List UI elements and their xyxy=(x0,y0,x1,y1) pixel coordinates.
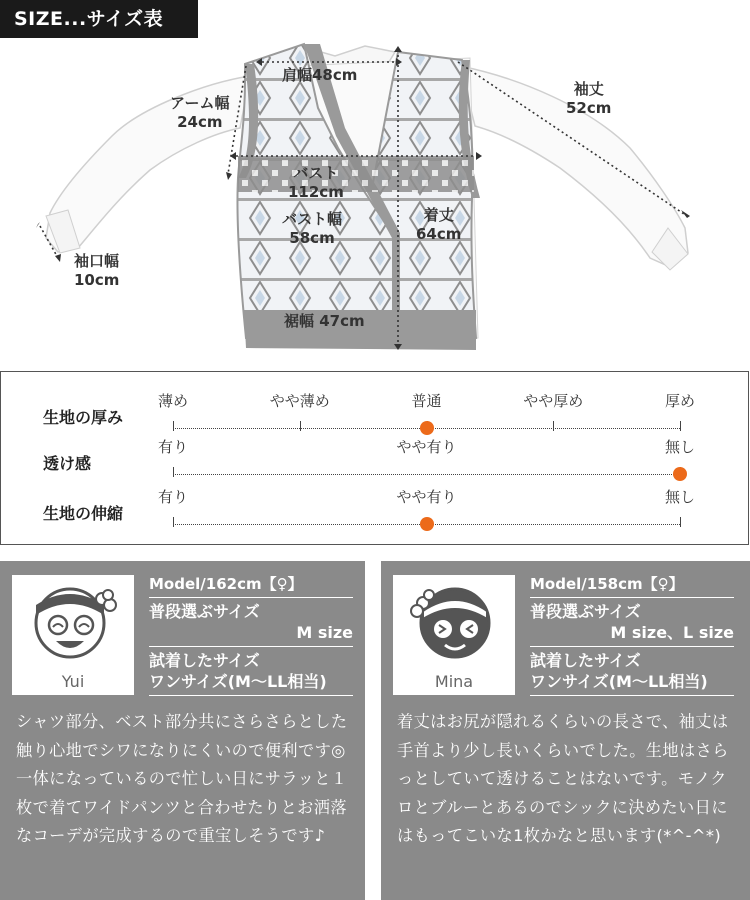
avatar xyxy=(12,575,134,695)
scale-tick-mark xyxy=(680,421,681,431)
scale-tick-label: 無し xyxy=(664,488,696,506)
bust-width-label: バスト幅 58cm xyxy=(282,210,343,247)
sleeve-length-label: 袖丈 52cm xyxy=(566,80,612,117)
garment-illustration xyxy=(0,38,750,368)
usual-size-label: 普段選ぶサイズ xyxy=(149,602,260,621)
usual-size-value: M size xyxy=(149,622,353,647)
scale-tick-label: 有り xyxy=(157,488,189,506)
shoulder-width-label: 肩幅48cm xyxy=(282,66,358,84)
scale-tick-mark xyxy=(173,517,174,527)
tried-size-label: 試着したサイズ xyxy=(530,651,641,670)
usual-size-value: M size、L size xyxy=(530,622,734,647)
scale-line xyxy=(173,474,680,475)
cuff-width-label: 袖口幅 10cm xyxy=(74,252,120,289)
model-spec xyxy=(530,573,734,699)
model-card-mina xyxy=(381,561,750,900)
scale-row-label: 生地の厚み xyxy=(43,408,124,427)
scale-value-marker xyxy=(673,467,687,481)
scale-tick-mark xyxy=(300,421,301,431)
model-name: Yui xyxy=(61,672,85,691)
scale-tick-label: やや厚め xyxy=(523,392,584,410)
fabric-scale-row xyxy=(1,482,750,532)
scale-tick-label: やや薄め xyxy=(269,392,330,410)
scale-value-marker xyxy=(420,517,434,531)
scale-tick-mark xyxy=(173,467,174,477)
model-face-icon xyxy=(12,575,134,675)
model-height: Model/158cm【♀】 xyxy=(530,573,734,598)
page-title: SIZE...サイズ表 xyxy=(0,0,198,38)
tried-size-value: ワンサイズ(M〜LL相当) xyxy=(530,671,734,696)
hem-width-label: 裾幅 47cm xyxy=(284,312,365,330)
avatar xyxy=(393,575,515,695)
model-card-yui xyxy=(0,561,365,900)
tried-size-value: ワンサイズ(M〜LL相当) xyxy=(149,671,353,696)
model-comment: シャツ部分、ベスト部分共にさらさらとした触り心地でシワになりにくいので便利です◎一体になっているので忙しい日にサラッと１枚で着てワイドパンツと合わせたりとお洒落なコーデが完成するので重宝しそうです♪ xyxy=(16,712,348,845)
scale-tick-label: 無し xyxy=(664,438,696,456)
model-face-icon xyxy=(393,575,515,675)
scale-tick-label: 厚め xyxy=(664,392,696,410)
tried-size-label: 試着したサイズ xyxy=(149,651,260,670)
fabric-scale-row xyxy=(1,432,750,482)
scale-tick-mark xyxy=(553,421,554,431)
body-length-label: 着丈 64cm xyxy=(416,206,462,243)
fabric-scale-panel xyxy=(0,371,749,545)
model-comment: 着丈はお尻が隠れるくらいの長さで、袖丈は手首より少し長いくらいでした。生地はさらっとしていて透けることはないです。モノクロとブルーとあるのでシックに決めたい日にはもってこいな1枚かなと思います(*^-^*) xyxy=(397,712,729,845)
arm-width-label: アーム幅 24cm xyxy=(170,94,230,131)
bust-label: バスト 112cm xyxy=(288,164,344,201)
scale-tick-label: やや有り xyxy=(396,488,457,506)
usual-size-label: 普段選ぶサイズ xyxy=(530,602,641,621)
scale-tick-label: やや有り xyxy=(396,438,457,456)
scale-tick-label: 薄め xyxy=(157,392,189,410)
scale-row-label: 生地の伸縮 xyxy=(43,504,124,523)
model-name: Mina xyxy=(434,672,474,691)
model-height: Model/162cm【♀】 xyxy=(149,573,353,598)
scale-row-label: 透け感 xyxy=(43,454,92,473)
fabric-scale-row xyxy=(1,386,750,436)
scale-tick-mark xyxy=(173,421,174,431)
scale-tick-label: 普通 xyxy=(411,392,442,410)
scale-tick-mark xyxy=(680,517,681,527)
scale-tick-label: 有り xyxy=(157,438,189,456)
garment-size-diagram xyxy=(0,38,750,368)
model-spec xyxy=(149,573,353,699)
